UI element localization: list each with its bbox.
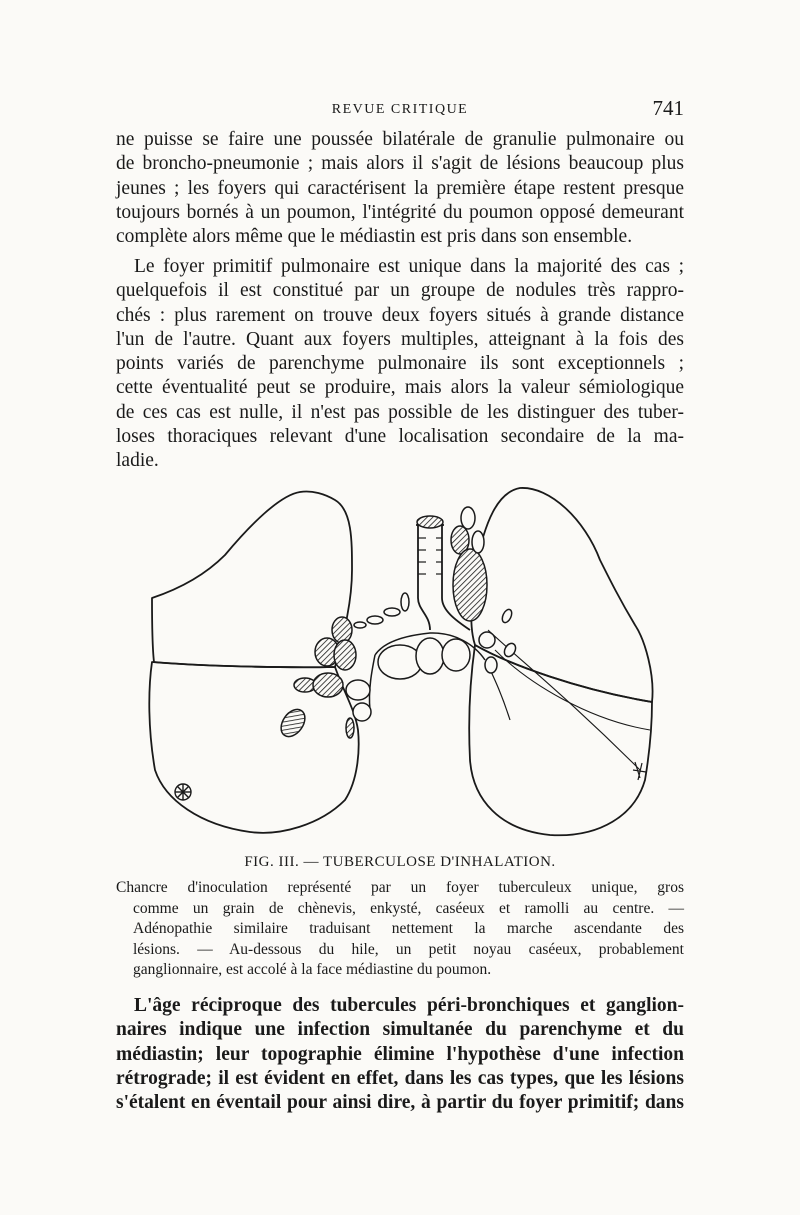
paragraph-1 bbox=[116, 128, 684, 249]
text-line: L'âge réciproque des tubercules péri-bronchiques et ganglion- bbox=[134, 995, 684, 1016]
clear-node bbox=[461, 507, 475, 529]
right-lower-lobe bbox=[469, 645, 652, 835]
text-line: cette éventualité peut se produire, mais alors la valeur sémiologique bbox=[116, 377, 684, 399]
figure-caption bbox=[116, 878, 684, 981]
clear-node bbox=[416, 638, 444, 674]
text-line: jeunes ; les foyers qui caractérisent la première étape restent presque bbox=[116, 177, 684, 199]
page-number: 741 bbox=[652, 96, 684, 120]
clear-node bbox=[346, 680, 370, 700]
text-line: Le foyer primitif pulmonaire est unique dans la majorité des cas ; bbox=[134, 256, 684, 277]
hatched-node bbox=[417, 516, 443, 528]
caption-line: ganglionnaire, est accolé à la face médiastine du poumon. bbox=[133, 961, 492, 978]
text-line: quelquefois il est constitué par un groupe de nodules très rappro- bbox=[116, 280, 684, 302]
lung-illustration bbox=[130, 480, 670, 850]
caption-line: comme un grain de chènevis, enkysté, caséeux et ramolli au centre. — bbox=[133, 899, 684, 917]
text-line: complète alors même que le médiastin est pris dans son ensemble. bbox=[116, 226, 633, 248]
clear-node bbox=[479, 632, 495, 648]
hatched-node bbox=[313, 673, 343, 697]
text-line: chés : plus rarement on trouve deux foyers situés à grande distance bbox=[116, 304, 684, 326]
clear-node bbox=[485, 657, 497, 673]
clear-node bbox=[502, 641, 518, 658]
text-line: de ces cas est nulle, il n'est pas possible de les distinguer des tuber- bbox=[116, 401, 684, 423]
hatched-node bbox=[346, 718, 354, 738]
hatched-node bbox=[453, 549, 487, 621]
clear-node bbox=[472, 531, 484, 553]
hatched-node bbox=[276, 705, 310, 741]
text-line: s'étalent en éventail pour ainsi dire, à partir du foyer primitif; dans bbox=[116, 1092, 684, 1114]
text-line: rétrograde; il est évident en effet, dans les cas types, que les lésions bbox=[116, 1067, 684, 1089]
clear-node bbox=[384, 608, 400, 616]
clear-node bbox=[500, 608, 513, 624]
paragraph-3 bbox=[116, 994, 684, 1115]
clear-node bbox=[354, 622, 366, 628]
text-line: points variés de parenchyme pulmonaire ils sont exceptionnels ; bbox=[116, 353, 684, 375]
caption-line: Chancre d'inoculation représenté par un foyer tuberculeux unique, gros bbox=[116, 879, 684, 896]
running-head bbox=[116, 98, 684, 124]
right-upper-lobe bbox=[471, 488, 652, 702]
hatched-node bbox=[332, 617, 352, 643]
clear-node bbox=[378, 645, 422, 679]
text-line: toujours bornés à un poumon, l'intégrité du poumon opposé demeurant bbox=[116, 201, 684, 223]
text-line: ladie. bbox=[116, 450, 159, 472]
clear-node bbox=[442, 639, 470, 671]
running-title: REVUE CRITIQUE bbox=[331, 102, 469, 117]
text-line: loses thoraciques relevant d'une localisation secondaire de la ma- bbox=[116, 426, 684, 448]
text-line: ne puisse se faire une poussée bilatérale de granulie pulmonaire ou bbox=[116, 129, 684, 150]
clear-node bbox=[367, 616, 383, 624]
figure-title: FIG. III. — TUBERCULOSE D'INHALATION. bbox=[244, 854, 556, 870]
caption-line: lésions. — Au-dessous du hile, un petit noyau caséeux, probablement bbox=[133, 940, 684, 958]
text-line: naires indique une infection simultanée du parenchyme et du bbox=[116, 1019, 684, 1041]
clear-node bbox=[353, 703, 371, 721]
text-line: l'un de l'autre. Quant aux foyers multiples, atteignant à la fois des bbox=[116, 328, 684, 350]
text-line: médiastin; leur topographie élimine l'hypothèse d'une infection bbox=[116, 1043, 684, 1065]
hatched-node bbox=[334, 640, 356, 670]
text-line: de broncho-pneumonie ; mais alors il s'agit de lésions beaucoup plus bbox=[116, 153, 684, 175]
clear-node bbox=[401, 593, 409, 611]
primary-focus bbox=[175, 784, 191, 800]
paragraph-2 bbox=[116, 255, 684, 474]
caption-line: Adénopathie similaire traduisant nettement la marche ascendante des bbox=[133, 920, 684, 937]
